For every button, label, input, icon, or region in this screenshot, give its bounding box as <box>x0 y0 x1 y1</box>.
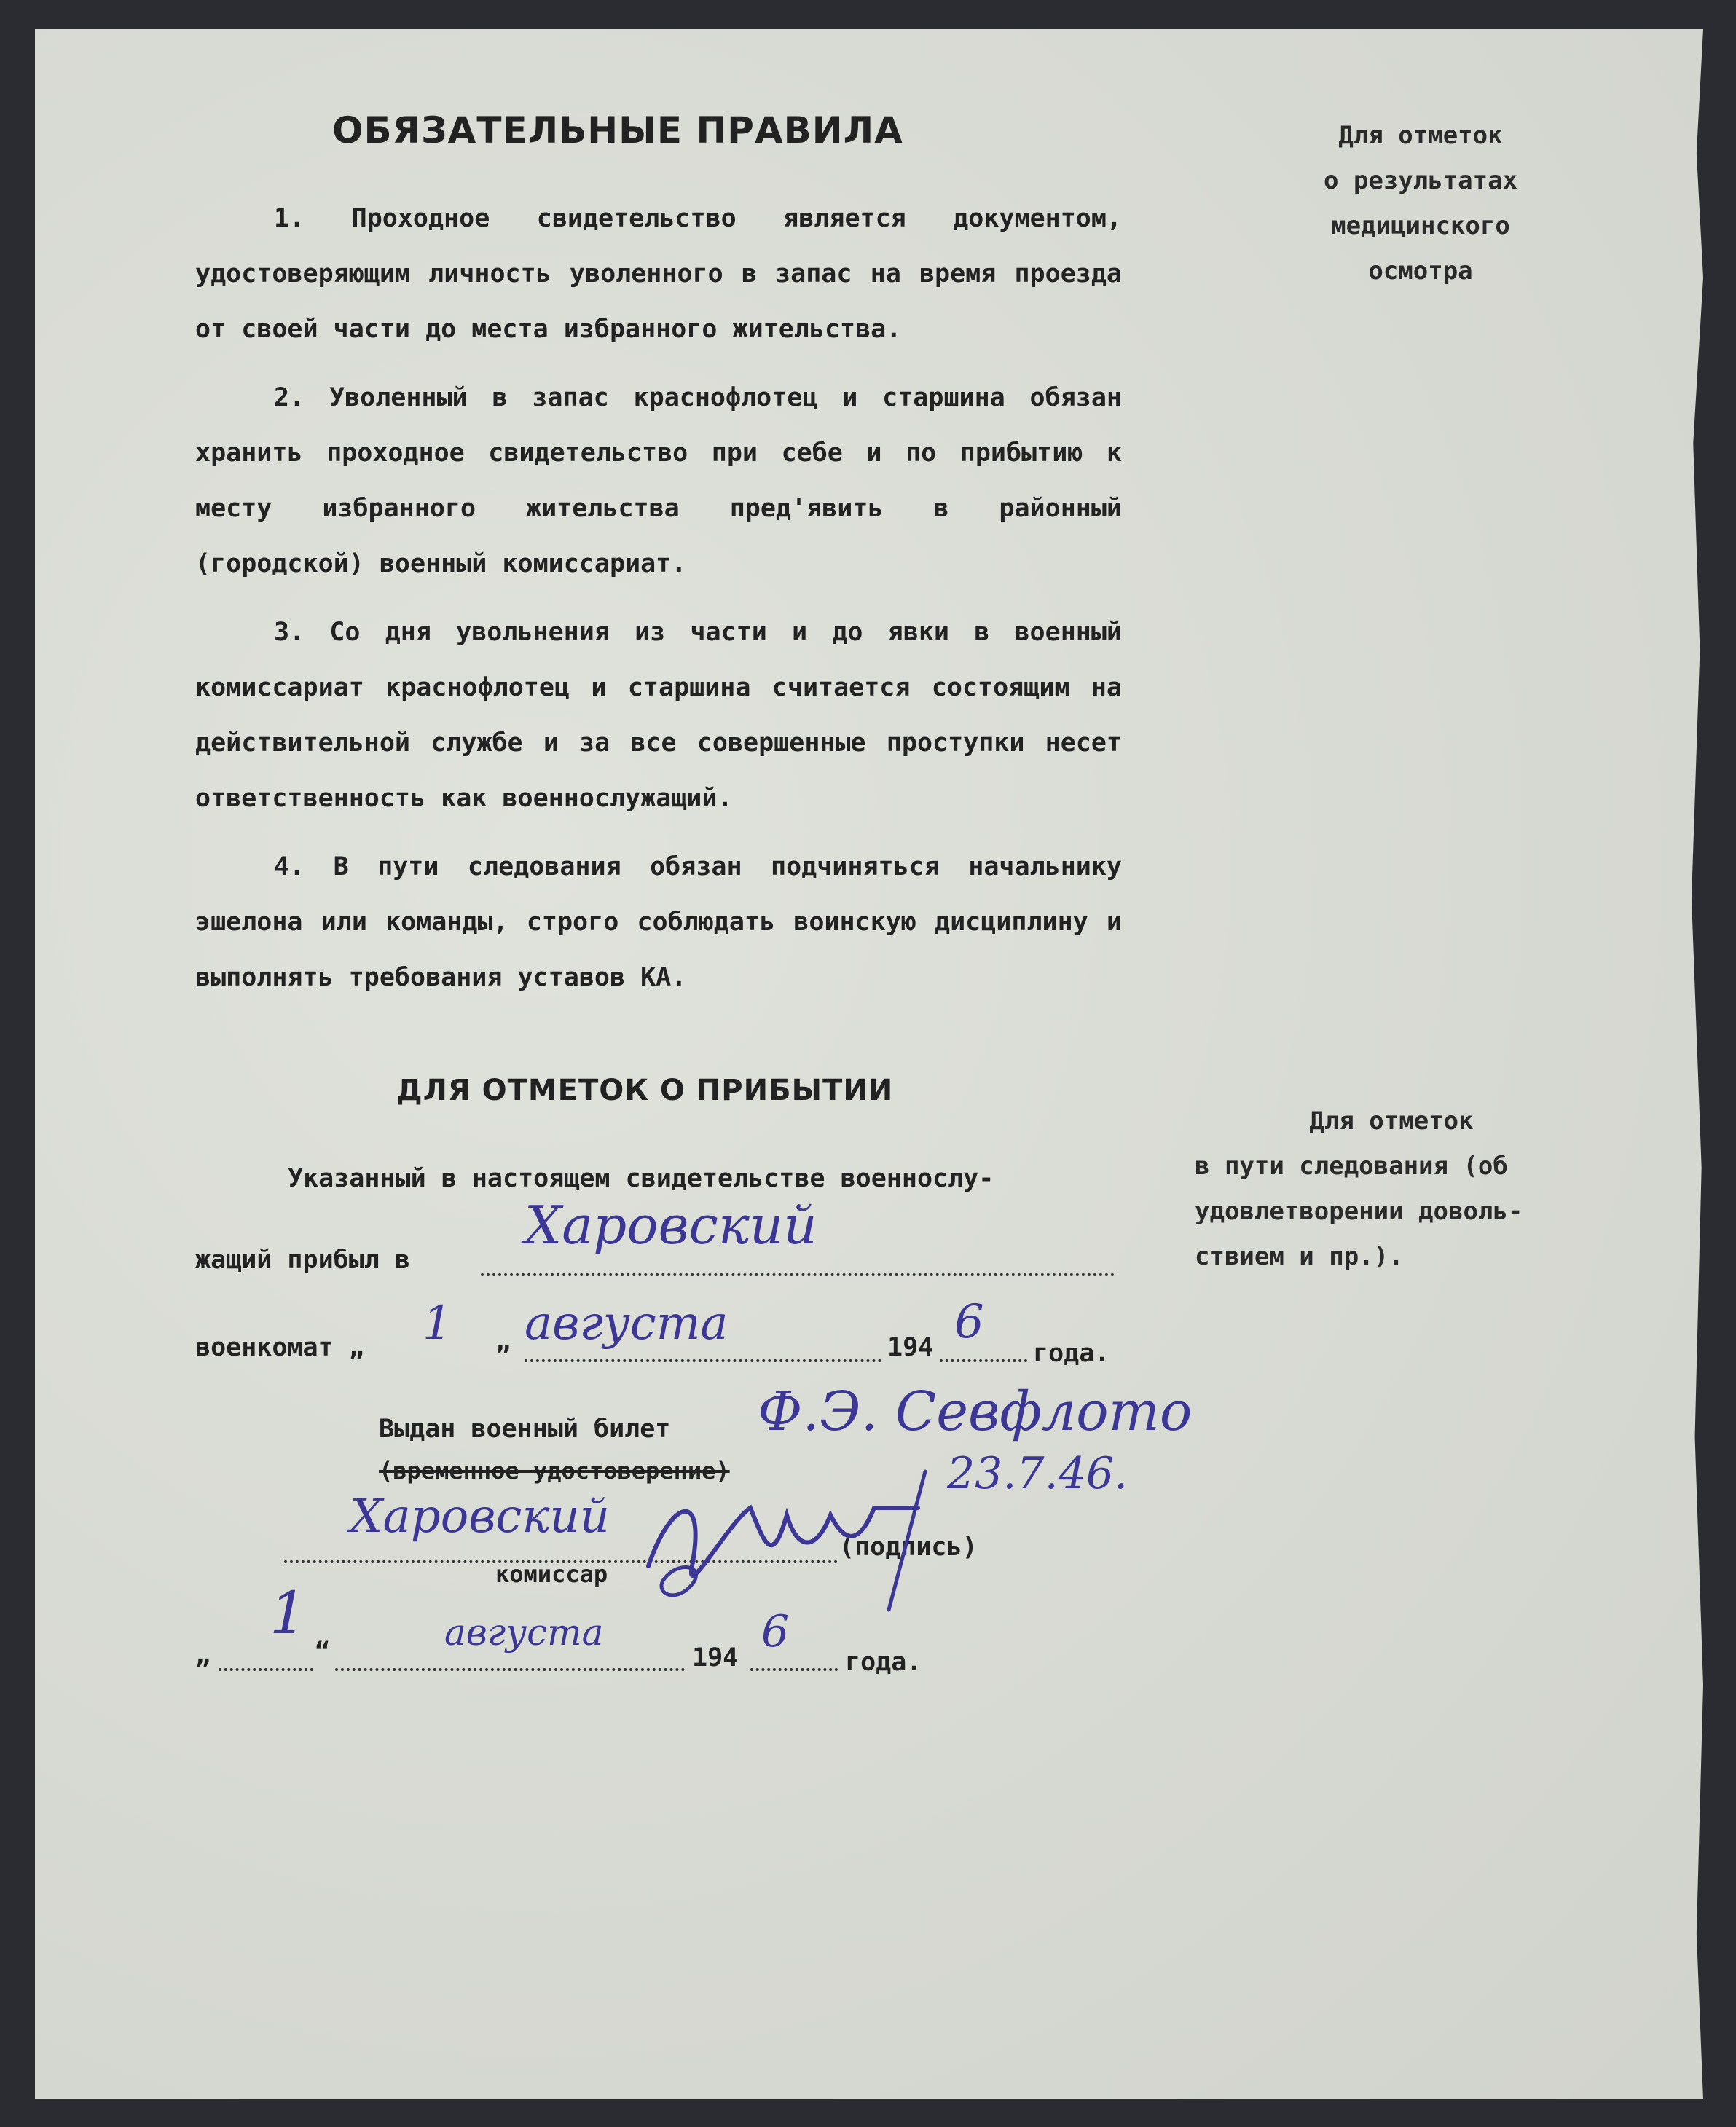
rules-list <box>195 191 1122 1005</box>
rule-2: 2. Уволенный в запас краснофлотец и старшина обязан хранить проходное свидетельство при себе и по прибытию к месту избранного жительства пред'явить в районный (городской) военный комиссариат. <box>195 383 1122 578</box>
signature-label: (подпись) <box>839 1533 978 1562</box>
footer-year-prefix: 194 <box>692 1643 739 1672</box>
fill-line <box>940 1359 1027 1362</box>
handwritten-footer-month: августа <box>444 1611 604 1654</box>
commissar-label: комиссар <box>495 1560 608 1588</box>
arrival-heading: ДЛЯ ОТМЕТОК О ПРИБЫТИИ <box>396 1074 894 1107</box>
footer-close-quote: “ <box>315 1637 331 1667</box>
side-line: осмотра <box>1368 256 1473 286</box>
handwritten-district: Харовский <box>525 1195 817 1256</box>
footer-open-quote: „ <box>195 1640 211 1670</box>
fill-line <box>335 1668 685 1671</box>
handwritten-footer-year: 6 <box>761 1606 790 1657</box>
rule-4: 4. В пути следования обязан подчиняться начальнику эшелона или команды, строго соблюдать воинскую дисциплину и выполнять требования уставов КА. <box>195 852 1122 992</box>
medical-notes-heading <box>1268 113 1574 294</box>
arrival-line-1: Указанный в настоящем свидетельстве военнослу- <box>288 1164 994 1193</box>
travel-notes-heading <box>1195 1098 1588 1279</box>
handwritten-year: 6 <box>954 1295 984 1349</box>
rule-1: 1. Проходное свидетельство является документом, удостоверяющим личность уволенного в запас на время проезда от своей части до места избранного жительства. <box>195 204 1122 344</box>
fill-line <box>525 1359 881 1362</box>
footer-year-suffix: года. <box>845 1648 922 1677</box>
side-line: в пути следования (об <box>1195 1152 1508 1181</box>
ticket-label: Выдан военный билет <box>379 1415 671 1444</box>
handwritten-month: августа <box>525 1297 728 1350</box>
handwritten-commissar-district: Харовский <box>350 1490 610 1544</box>
handwritten-ticket-issuer: Ф.Э. Севфлото <box>758 1380 1193 1443</box>
side-line: Для отметок <box>1338 121 1503 150</box>
handwritten-footer-day: 1 <box>270 1579 307 1647</box>
fill-line <box>219 1668 313 1671</box>
struck-temporary-certificate: (временное удостоверение) <box>379 1457 730 1485</box>
side-line: медицинского <box>1331 211 1510 240</box>
year-suffix: года. <box>1033 1339 1110 1368</box>
fill-line <box>750 1668 838 1671</box>
side-line: о результатах <box>1323 166 1518 195</box>
side-line: ствием и пр.). <box>1195 1242 1404 1271</box>
fill-line <box>481 1273 1115 1276</box>
arrival-line-3-label: военкомат „ <box>195 1333 364 1362</box>
side-line: Для отметок <box>1309 1106 1474 1136</box>
commissar-signature-icon <box>641 1457 947 1617</box>
side-line: удовлетворении доволь- <box>1195 1197 1523 1226</box>
document-title: ОБЯЗАТЕЛЬНЫЕ ПРАВИЛА <box>332 109 903 152</box>
year-prefix: 194 <box>887 1333 934 1362</box>
arrival-line-2-label: жащий прибыл в <box>195 1246 411 1275</box>
rule-3: 3. Со дня увольнения из части и до явки в военный комиссариат краснофлотец и старшина считается состоящим на действительной службе и за все совершенные проступки несет ответственность как военнослужащий. <box>195 618 1122 813</box>
quote-mark: „ <box>495 1327 511 1356</box>
handwritten-day: 1 <box>423 1297 452 1350</box>
handwritten-ticket-date: 23.7.46. <box>947 1448 1128 1499</box>
